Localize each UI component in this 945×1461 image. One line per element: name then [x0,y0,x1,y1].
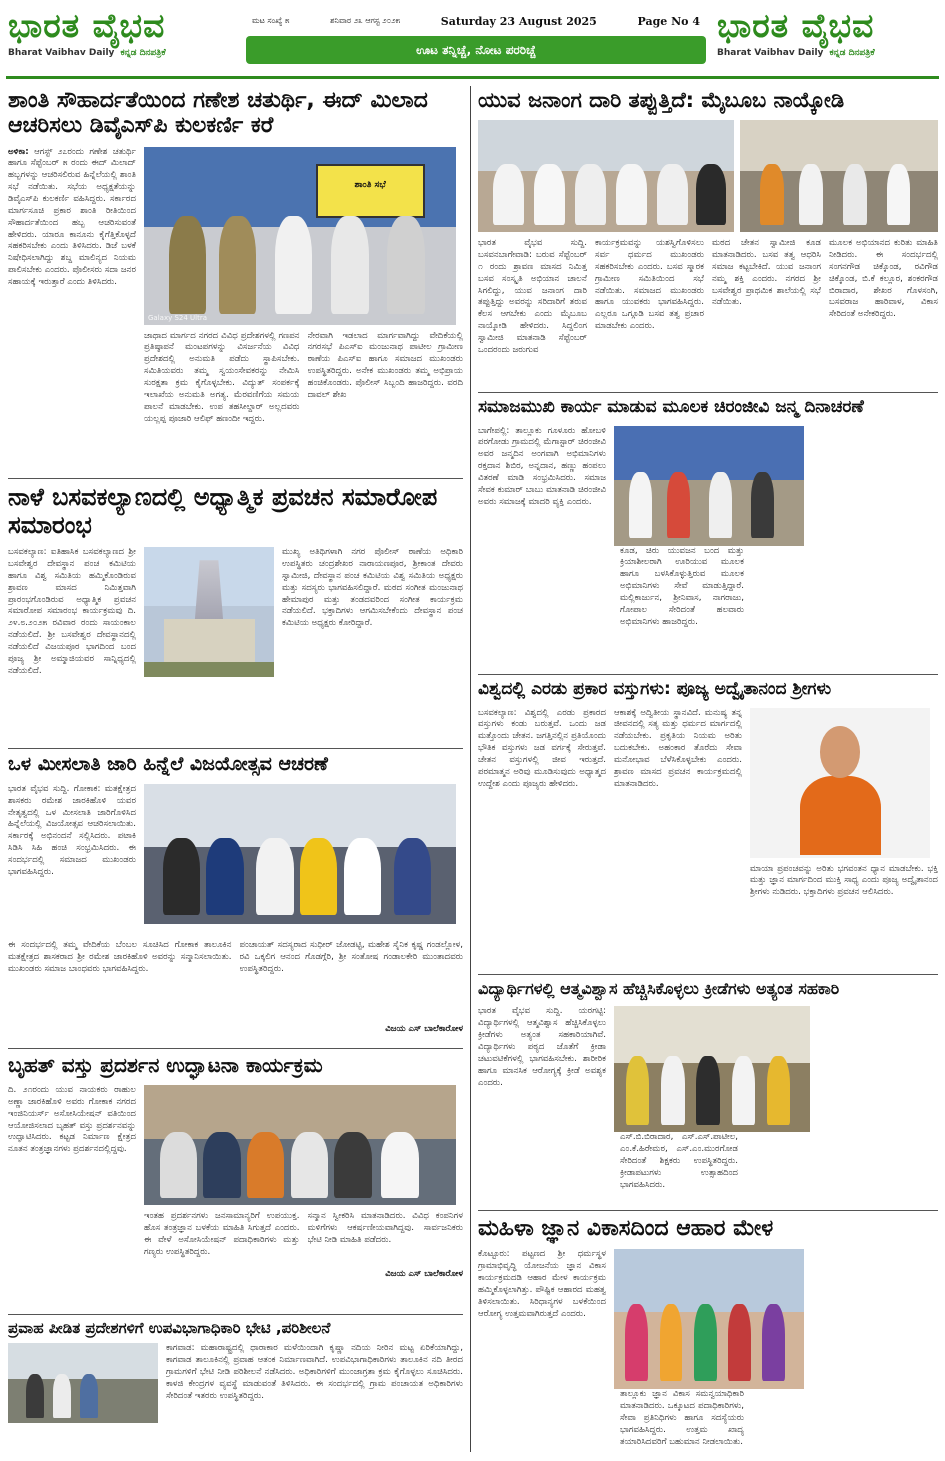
logo-text: ಭಾರತ ವೈಭವ [8,6,166,45]
photo-ganesha-meeting [144,147,456,325]
logo-right [717,6,937,68]
article-chiranjeevi [478,398,938,670]
body-ganesha-col2: ಜಾಥಾದ ಮಾರ್ಗದ ನಗರದ ವಿವಿಧ ಪ್ರದೇಶಗಳಲ್ಲಿ ಗಣಪನ ಪ್ರತಿಷ್ಠಾಪನೆ ಮಂಟಪಗಳನ್ನು ವಿಸರ್ಜನೆಯ ವಿವಿಧ ಪ್ರದೇಶದಲ್ಲಿ ಅನುಮತಿ ಪಡೆದು ಸ್ಥಾಪಿಸಬೇಕು. ಸಮಿತಿಯವರು ತಮ್ಮ ಸ್ವಯಂಸೇವಕರನ್ನು ನೇಮಿಸಿ ಸುರಕ್ಷತಾ ಕ್ರಮ ಕೈಗೊಳ್ಳಬೇಕು. ವಿದ್ಯುತ್ ಸಂಪರ್ಕಕ್ಕೆ ಇಲಾಖೆಯ ಅನುಮತಿ ಅಗತ್ಯ. ಮೆರವಣಿಗೆಯ ಸಮಯ ಪಾಲನೆ ಮಾಡಬೇಕು. ಉಪ ತಹಸೀಲ್ದಾರ್ ಅಲ್ಲದವರು ಯಲ್ಲಪ್ಪ ಪೂಜಾರಿ ಆಲಿಫ್ ಹಣಂದೀ ಇದ್ದರು. [144,330,300,424]
article-food-fair [478,1216,938,1454]
photo-victory-felicitation [144,784,456,924]
body-sports-col3: ಎಸ್.ಬಿ.ಬಿರಾದಾರ, ಎಸ್.ಎಸ್.ಪಾಟೀಲ, ಎಂ.ಕೆ.ಹಿರೇಮಠ, ಎಸ್.ಎಂ.ಮುರಗೋಡ ಸೇರಿದಂತೆ ಶಿಕ್ಷಕರು ಉಪಸ್ಥಿತರಿದ್ದರು. ಕ್ರೀಡಾಪಟುಗಳು ಉತ್ಸಾಹದಿಂದ ಭಾಗವಹಿಸಿದರು. [620,1132,738,1190]
page-number: Page No 4 [637,14,700,28]
headline-flood: ಪ್ರವಾಹ ಪೀಡಿತ ಪ್ರದೇಶಗಳಿಗೆ ಉಪವಿಭಾಗಾಧಿಕಾರಿ ಭೇಟಿ ,ಪರಿಶೀಲನೆ [8,1320,331,1337]
masthead-rule [6,76,939,79]
issue-number: ಮಟ ಸಂಖ್ಯೆ ೫ [252,16,290,25]
headline-food-fair: ಮಹಿಳಾ ಜ್ಞಾನ ವಿಕಾಸದಿಂದ ಆಹಾರ ಮೇಳ [478,1216,774,1241]
article-ganesha [8,88,463,478]
body-ganesha-col3: ನೇರವಾಗಿ ಇಡಲಾದ ಮಾರ್ಗವಾಗಿದ್ದು ವೇದಿಕೆಯಲ್ಲಿ ನಗರಸಭೆ ಪಿಎಸ್‌ಐ ಮಂಜುನಾಥ ಪಾಟೀಲ ಗ್ರಾಮೀಣ ಠಾಣೆಯ ಪಿಎಸ್‌ಐ ಹಾಗೂ ಸಮಾಜದ ಮುಖಂಡರು ಉಪಸ್ಥಿತರಿದ್ದರು. ಅನೇಕ ಮುಖಂಡರು ತಮ್ಮ ಅಭಿಪ್ರಾಯ ಹಂಚಿಕೊಂಡರು. ಪೊಲೀಸ್ ಸಿಬ್ಬಂದಿ ಹಾಜರಿದ್ದರು. ವರದಿ ದಾವಲ್ ಶೇಖ [307,330,463,400]
photo-sports-meet [614,1006,810,1132]
headline-basava: ನಾಳೆ ಬಸವಕಲ್ಯಾಣದಲ್ಲಿ ಅಧ್ಯಾತ್ಮಿಕ ಪ್ರವಚನ ಸಮಾರೋಪ ಸಮಾರಂಭ [8,484,438,539]
issue-info-row [246,10,706,32]
headline-youth: ಯುವ ಜನಾಂಗ ದಾರಿ ತಪ್ಪುತ್ತಿದೆ: ಮೈಬೂಬ ನಾಯ್ಕೋಡಿ [478,88,845,112]
section-divider [8,748,463,749]
body-exhibition-col2: ಇಂತಹ ಪ್ರದರ್ಶನಗಳು ಜನಸಾಮಾನ್ಯರಿಗೆ ಉಪಯುಕ್ತ. ಹೊಸ ತಂತ್ರಜ್ಞಾನ ಬಳಕೆಯ ಮಾಹಿತಿ ಸಿಗುತ್ತದೆ ಎಂದರು. ಈ ವೇಳೆ ಅಸೋಸಿಯೇಷನ್ ಪದಾಧಿಕಾರಿಗಳು ಮತ್ತು ಗಣ್ಯರು ಉಪಸ್ಥಿತರಿದ್ದರು. [144,1211,300,1257]
section-divider [8,478,463,479]
headline-sports: ವಿದ್ಯಾರ್ಥಿಗಳಲ್ಲಿ ಆತ್ಮವಿಶ್ವಾಸ ಹೆಚ್ಚಿಸಿಕೊಳ್ಳಲು ಕ್ರೀಡೆಗಳು ಅತ್ಯಂತ ಸಹಕಾರಿ [478,980,840,998]
body-two-things-col2: ಆಕಾಶಕ್ಕೆ ಅದ್ವಿತೀಯ ಸ್ಥಾನವಿದೆ. ಮನುಷ್ಯ ತನ್ನ ಜೀವನದಲ್ಲಿ ಸತ್ಯ ಮತ್ತು ಧರ್ಮದ ಮಾರ್ಗದಲ್ಲಿ ನಡೆಯಬೇಕು. ಪ್ರಕೃತಿಯ ನಿಯಮ ಅರಿತು ಬದುಕಬೇಕು. ಅಹಂಕಾರ ತೊರೆದು ಸೇವಾ ಮನೋಭಾವ ಬೆಳೆಸಿಕೊಳ್ಳಬೇಕು ಎಂದರು. ಶ್ರಾವಣ ಮಾಸದ ಪ್ರವಚನ ಕಾರ್ಯಕ್ರಮದಲ್ಲಿ ಮಾತನಾಡಿದರು. [614,707,742,789]
body-exhibition-col1: ದಿ. ೨೧ರಂದು ಯುವ ನಾಯಕರು ರಾಹುಲ ಅಣ್ಣಾ ಜಾರಕಿಹೊಳಿ ಅವರು ಗೋಕಾಕ ನಗರದ ಇಂಜಿನಿಯರ್ಸ್ ಅಸೋಸಿಯೇಷನ್ ವತಿಯಿಂದ ಆಯೋಜಿಸಲಾದ ಬೃಹತ್ ವಸ್ತು ಪ್ರದರ್ಶನವನ್ನು ಉದ್ಘಾಟಿಸಿದರು. ಕಟ್ಟಡ ನಿರ್ಮಾಣ ಕ್ಷೇತ್ರದ ನೂತನ ತಂತ್ರಜ್ಞಾನಗಳು ಪ್ರದರ್ಶನದಲ್ಲಿದ್ದವು. [8,1085,136,1155]
photo-youth-meeting [478,120,734,232]
body-youth-col2: ಕಾರ್ಯಕ್ರಮವನ್ನು ಯಶಸ್ವಿಗೊಳಿಸಲು ಸರ್ವ ಧರ್ಮದ ಮುಖಂಡರು ಸಹಕರಿಸಬೇಕು ಎಂದರು. ಬಸವ ಸ್ಮಾರಕ ಗ್ರಾಮೀಣ ಸಮಿತಿಯಿಂದ ಸಭೆ ನಡೆಯಿತು. ಸಮಾಜದ ಮುಖಂಡರು ಹಾಗೂ ಯುವಕರು ಭಾಗವಹಿಸಿದ್ದರು. ಎಲ್ಲರೂ ಒಗ್ಗೂಡಿ ಬಸವ ತತ್ವ ಪ್ರಚಾರ ಮಾಡಬೇಕು ಎಂದರು. [595,238,704,332]
photo-flood-visit [8,1343,158,1423]
photo-watermark: Galaxy S24 Ultra [148,313,208,322]
date-kannada: ಶನಿವಾರ ೨೩ ಆಗಸ್ಟ ೨೦೨೫ [330,16,401,25]
body-flood: ಕಾಗವಾಡ: ಮಹಾರಾಷ್ಟ್ರದಲ್ಲಿ ಧಾರಾಕಾರ ಮಳೆಯಿಂದಾಗಿ ಕೃಷ್ಣಾ ನದಿಯ ನೀರಿನ ಮಟ್ಟ ಏರಿಕೆಯಾಗಿದ್ದು, ಕಾಗವಾಡ ತಾಲೂಕಿನಲ್ಲಿ ಪ್ರವಾಹ ಆತಂಕ ನಿರ್ಮಾಣವಾಗಿದೆ. ಉಪವಿಭಾಗಾಧಿಕಾರಿಗಳು ತಾಲೂಕಿನ ನದಿ ತೀರದ ಗ್ರಾಮಗಳಿಗೆ ಭೇಟಿ ನೀಡಿ ಪರಿಶೀಲನೆ ನಡೆಸಿದರು. ಅಧಿಕಾರಿಗಳಿಗೆ ಮುಂಜಾಗ್ರತಾ ಕ್ರಮ ಕೈಗೊಳ್ಳಲು ಸೂಚಿಸಿದರು. ಕಾಳಜಿ ಕೇಂದ್ರಗಳ ವ್ಯವಸ್ಥೆ ಮಾಡುವಂತೆ ತಿಳಿಸಿದರು. ಈ ಸಂದರ್ಭದಲ್ಲಿ ಗ್ರಾಮ ಪಂಚಾಯತ ಅಧಿಕಾರಿಗಳು ಸೇರಿದಂತೆ ಇತರರು ಉಪಸ್ಥಿತರಿದ್ದರು. [166,1343,463,1401]
body-victory-col3: ಪಂಚಾಯತ್ ಸದಸ್ಯರಾದ ಸುಧೀರ್ ಜೋಡಟ್ಟಿ, ಮಹೇಶ ಸೈನಿಕ ಕೃಷ್ಣ ಗಂಡಲ್ಲೋಳ, ರವಿ ಒಕ್ಕಲಿಗ ಆನಂದ ಗೊಡಗ್ಗೆರಿ, ಶ್ರೀ ಸಂತೋಷ ಗಂಡಾಲಕೇರಿ ಮುಂತಾದವರು ಉಪಸ್ಥಿತರಿದ್ದರು. [239,939,463,974]
headline-two-things: ವಿಶ್ವದಲ್ಲಿ ಎರಡು ಪ್ರಕಾರ ವಸ್ತುಗಳು: ಪೂಜ್ಯ ಅದ್ವೈತಾನಂದ ಶ್ರೀಗಳು [478,680,832,699]
byline: ವಿಜಯ ಎಸ್ ಬಾಲೆಕಾರೋಳ [385,1023,463,1034]
body-youth-col4: ಮೂಲಕ ಅಭಿಯಾನದ ಕುರಿತು ಮಾಹಿತಿ ನೀಡಿದರು. ಈ ಸಂದರ್ಭದಲ್ಲಿ ಸಂಗನಗೌಡ ಚಿಕ್ಕೊಂಡ, ರವಿಗೌಡ ಚಿಕ್ಕೊಂಡ, ಬಿ.ಕೆ ಕಲ್ಲೂರ, ಶಂಕರಗೌಡ ಬಿರಾದಾರ, ಶೇಖರ ಗೊಳಸಂಗಿ, ಬಸವರಾಜ ಹಾರಿವಾಳ, ವಿಕಾಸ ಸೇರಿದಂತೆ ಅನೇಕರಿದ್ದರು. [829,238,938,320]
headline-ganesha: ಶಾಂತಿ ಸೌಹಾರ್ದತೆಯಿಂದ ಗಣೇಶ ಚತುರ್ಥಿ, ಈದ್ ಮಿಲಾದ ಆಚರಿಸಲು ಡಿವೈಎಸ್‌ಪಿ ಕುಲಕರ್ಣಿ ಕರೆ [8,88,428,139]
headline-chiranjeevi: ಸಮಾಜಮುಖಿ ಕಾರ್ಯ ಮಾಡುವ ಮೂಲಕ ಚಿರಂಜೀವಿ ಜನ್ಮ ದಿನಾಚರಣೆ [478,398,864,417]
body-youth-col3: ಮಠದ ಚೇತನ ಸ್ವಾಮೀಜಿ ಕೂಡ ಮಾತನಾಡಿದರು. ಬಸವ ತತ್ವ ಆಧರಿಸಿ ಸಮಾಜ ಕಟ್ಟಬೇಕಿದೆ. ಯುವ ಜನಾಂಗ ನಮ್ಮ ಶಕ್ತಿ ಎಂದರು. ನಗರದ ಶ್ರೀ ಬಸವೇಶ್ವರ ಪ್ರಾಥಮಿಕ ಶಾಲೆಯಲ್ಲಿ ಸಭೆ ನಡೆಯಿತು. [712,238,821,308]
logo-sub-kn: ಕನ್ನಡ ದಿನಪತ್ರಿಕೆ [120,48,166,58]
logo-sub-en: Bharat Vaibhav Daily [717,48,824,58]
article-basava [8,484,463,746]
tagline-band: ಊಟ ತನ್ನಿಚ್ಚೆ, ನೋಟ ಪರರಿಚ್ಚೆ [246,36,706,64]
headline-victory: ಒಳ ಮೀಸಲಾತಿ ಜಾರಿ ಹಿನ್ನೆಲೆ ವಿಜಯೋತ್ಸವ ಆಚರಣೆ [8,754,328,775]
logo-subtitle [717,48,937,58]
photo-swamiji-portrait [750,708,930,858]
section-divider [478,974,938,975]
article-flood [8,1320,463,1454]
masthead [0,0,945,72]
body-two-things-col1: ಬಸವಕಲ್ಯಾಣ: ವಿಶ್ವದಲ್ಲಿ ಎರಡು ಪ್ರಕಾರದ ವಸ್ತುಗಳು ಕಂಡು ಬರುತ್ತವೆ. ಒಂದು ಜಡ ಮತ್ತೊಂದು ಚೇತನ. ಜಗತ್ತಿನಲ್ಲಿನ ಪ್ರತಿಯೊಂದು ಭೌತಿಕ ವಸ್ತುಗಳು ಜಡ ವರ್ಗಕ್ಕೆ ಸೇರುತ್ತವೆ. ಚೇತನ ವಸ್ತುಗಳಲ್ಲಿ ಜೀವ ಇರುತ್ತದೆ. ಪರಮಾತ್ಮನ ಅರಿವು ಮೂಡಿಸುವುದು ಅಧ್ಯಾತ್ಮದ ಉದ್ದೇಶ ಎಂದು ಪೂಜ್ಯರು ಹೇಳಿದರು. [478,707,606,789]
body-chiranjeevi-col3: ಕೂಡ, ಚಿರು ಯುವಜನ ಬಂದ ಮತ್ತು ಕ್ರಿಯಾಶೀಲರಾಗಿ ಊರಿಯುವ ಮೂಲಕ ಹಾಗೂ ಬಳಸಿಕೊಳ್ಳುತ್ತಿರುವ ಮೂಲಕ ಅಭಿಮಾನಿಗಳು ಸೇವೆ ಮಾಡುತ್ತಿದ್ದಾರೆ. ಮಲ್ಲಿಕಾರ್ಜುನ, ಶ್ರೀನಿವಾಸ, ನಾಗರಾಜು, ಗೋಪಾಲ ಸೇರಿದಂತೆ ಹಲವಾರು ಅಭಿಮಾನಿಗಳು ಹಾಜರಿದ್ದರು. [620,545,744,627]
photo-exhibition-inauguration [144,1085,456,1205]
body-basava-col1: ಬಸವಕಲ್ಯಾಣ: ಐತಿಹಾಸಿಕ ಬಸವಕಲ್ಯಾಣದ ಶ್ರೀ ಬಸವೇಶ್ವರ ದೇವಸ್ಥಾನ ಪಂಚ ಕಮಿಟಿಯ ಹಾಗೂ ವಿಶ್ವ ಸಮಿತಿಯ ಹಮ್ಮಿಕೊಂಡಿರುವ ಶ್ರಾವಣ ಮಾಸದ ನಿಮಿತ್ತವಾಗಿ ಪ್ರಾರಂಭಗೊಂಡಿರುವ ಅಧ್ಯಾತ್ಮಿಕ ಪ್ರವಚನ ಸಮಾರೋಪ ಸಮಾರಂಭ ಕಾರ್ಯಕ್ರಮವು ದಿ. ೨೪.೮.೨೦೨೫ ರವಿವಾರ ರಂದು ಸಾಯಂಕಾಲ ನಡೆಯಲಿದೆ. ಶ್ರೀ ಬಸವೇಶ್ವರ ದೇವಸ್ಥಾನದಲ್ಲಿ ನಡೆಯಲಿದೆ ವಿಜಯಪೂರ ಭಾಗದಿಂದ ಬಂದ ಪೂಜ್ಯ ಶ್ರೀ ಅಮ್ಮಾಜಿಯವರ ಸಾನ್ನಿಧ್ಯದಲ್ಲಿ ನಡೆಯಲಿದೆ. [8,547,136,676]
body-two-things-col3: ಮಾಯಾ ಪ್ರಪಂಚವನ್ನು ಅರಿತು ಭಗವಂತನ ಧ್ಯಾನ ಮಾಡಬೇಕು. ಭಕ್ತಿ ಮತ್ತು ಜ್ಞಾನ ಮಾರ್ಗದಿಂದ ಮುಕ್ತಿ ಸಾಧ್ಯ ಎಂದು ಪೂಜ್ಯ ಅದ್ವೈತಾನಂದ ಶ್ರೀಗಳು ನುಡಿದರು. ಭಕ್ತಾದಿಗಳು ಪ್ರವಚನ ಆಲಿಸಿದರು. [750,863,938,898]
body-youth-col1: ಭಾರತ ವೈಭವ ಸುದ್ದಿ. ಬಸವನಬಾಗೇವಾಡಿ: ಬರುವ ಸೆಪ್ಟೆಂಬರ್ ೧ ರಂದು ಶ್ರಾವಣ ಮಾಸದ ನಿಮಿತ್ತ ಬಸವ ಸಂಸ್ಕೃತಿ ಅಭಿಯಾನ ಚಾಲನೆ ಸಿಗಲಿದ್ದು, ಯುವ ಜನಾಂಗ ದಾರಿ ತಪ್ಪುತ್ತಿದ್ದು ಅವರನ್ನು ಸರಿದಾರಿಗೆ ತರುವ ಕೆಲಸ ಆಗಬೇಕು ಎಂದು ಮೈಬೂಬ ನಾಯ್ಕೋಡಿ ಹೇಳಿದರು. ಸಿದ್ದಲಿಂಗ ಸ್ವಾಮೀಜಿ ಮಾತನಾಡಿ ಸೆಪ್ಟೆಂಬರ್ ಒಂದರಂದು ಜರುಗುವ [478,238,587,355]
section-divider [8,1314,463,1315]
section-divider [8,1048,463,1049]
logo-subtitle [8,48,228,58]
banner-text: ಶಾಂತಿ ಸಭೆ [354,180,386,191]
article-youth [478,88,938,388]
photo-youth-swamiji [740,120,938,232]
masthead-center [246,10,706,68]
article-sports [478,980,938,1206]
body-food-fair-col1: ಕೊಟ್ಟೂರು: ಪಟ್ಟಣದ ಶ್ರೀ ಧರ್ಮಸ್ಥಳ ಗ್ರಾಮಾಭಿವೃದ್ಧಿ ಯೋಜನೆಯ ಜ್ಞಾನ ವಿಕಾಸ ಕಾರ್ಯಕ್ರಮದಡಿ ಆಹಾರ ಮೇಳ ಕಾರ್ಯಕ್ರಮ ಹಮ್ಮಿಕೊಳ್ಳಲಾಗಿತ್ತು. ಪೌಷ್ಟಿಕ ಆಹಾರದ ಮಹತ್ವ ತಿಳಿಸಲಾಯಿತು. ಸಿರಿಧಾನ್ಯಗಳ ಬಳಕೆಯಿಂದ ಆರೋಗ್ಯ ಉತ್ತಮವಾಗಿರುತ್ತದೆ ಎಂದರು. [478,1249,606,1319]
logo-sub-en: Bharat Vaibhav Daily [8,48,115,58]
body-victory-col1: ಭಾರತ ವೈಭವ ಸುದ್ದಿ. ಗೋಕಾಕ: ಮತಕ್ಷೇತ್ರದ ಶಾಸಕರು ರಮೇಶ ಜಾರಕಿಹೊಳಿ ಯವರ ನೇತೃತ್ವದಲ್ಲಿ ಒಳ ಮೀಸಲಾತಿ ಜಾರಿಗೊಳಿಸಿದ ಹಿನ್ನೆಲೆಯಲ್ಲಿ ವಿಜಯೋತ್ಸವ ಆಚರಿಸಲಾಯಿತು. ಸರ್ಕಾರಕ್ಕೆ ಅಭಿನಂದನೆ ಸಲ್ಲಿಸಿದರು. ಪಟಾಕಿ ಸಿಡಿಸಿ ಸಿಹಿ ಹಂಚಿ ಸಂಭ್ರಮಿಸಿದರು. ಈ ಸಂದರ್ಭದಲ್ಲಿ ಸಮಾಜದ ಮುಖಂಡರು ಭಾಗವಹಿಸಿದ್ದರು. [8,783,136,877]
body-ganesha-col1 [8,147,136,437]
section-divider [478,1210,938,1211]
article-two-things [478,680,938,970]
body-sports-col1: ಭಾರತ ವೈಭವ ಸುದ್ದಿ. ಯರಗಟ್ಟಿ: ವಿದ್ಯಾರ್ಥಿಗಳಲ್ಲಿ ಆತ್ಮವಿಶ್ವಾಸ ಹೆಚ್ಚಿಸಿಕೊಳ್ಳಲು ಕ್ರೀಡೆಗಳು ಅತ್ಯಂತ ಸಹಕಾರಿಯಾಗಿವೆ. ವಿದ್ಯಾರ್ಥಿಗಳು ಪಠ್ಯದ ಜೊತೆಗೆ ಕ್ರೀಡಾ ಚಟುವಟಿಕೆಗಳಲ್ಲಿ ಭಾಗವಹಿಸಬೇಕು. ಶಾರೀರಿಕ ಹಾಗೂ ಮಾನಸಿಕ ಆರೋಗ್ಯಕ್ಕೆ ಕ್ರೀಡೆ ಅವಶ್ಯಕ ಎಂದರು. [478,1006,606,1088]
section-divider [478,392,938,393]
date-english: Saturday 23 August 2025 [440,14,597,28]
logo-left [8,6,228,68]
article-exhibition [8,1054,463,1304]
article-victory [8,754,463,1044]
dateline: ಅಳಿಕಾ: [8,146,29,157]
logo-text: ಭಾರತ ವೈಭವ [717,6,875,45]
photo-food-fair [614,1249,804,1389]
logo-sub-kn: ಕನ್ನಡ ದಿನಪತ್ರಿಕೆ [829,48,875,58]
body-text: ಆಗಸ್ಟ್ ೨೭ರಂದು ಗಣೇಶ ಚತುರ್ಥಿ ಹಾಗೂ ಸೆಪ್ಟೆಂಬರ್ ೫ ರಂದು ಈದ್ ಮಿಲಾದ್ ಹಬ್ಬಗಳನ್ನು ಆಚರಿಸಲಿರುವ ಹಿನ್ನೆಲೆಯಲ್ಲಿ ಶಾಂತಿ ಸಭೆ ನಡೆಯಿತು. ಸಭೆಯ ಅಧ್ಯಕ್ಷತೆಯನ್ನು ಡಿವೈಎಸ್‌ಪಿ ಕುಲಕರ್ಣಿ ವಹಿಸಿದ್ದರು. ಸರ್ಕಾರದ ಮಾರ್ಗಸೂಚಿ ಪ್ರಕಾರ ಶಾಂತಿ ರೀತಿಯಿಂದ ಸೌಹಾರ್ದತೆಯಿಂದ ಹಬ್ಬ ಆಚರಿಸುವಂತೆ ಹೇಳಿದರು. ಯಾರೂ ಕಾನೂನು ಕೈಗೆತ್ತಿಕೊಳ್ಳದೆ ಸಹಕರಿಸಬೇಕು ಎಂದು ತಿಳಿಸಿದರು. ಡಿಜೆ ಬಳಕೆ ನಿಷೇಧಿಸಲಾಗಿದ್ದು ಶಬ್ದ ಮಾಲಿನ್ಯದ ನಿಯಮ ಪಾಲಿಸಬೇಕು ಎಂದರು. ಪೊಲೀಸರು ಸದಾ ಜನರ ಸಹಾಯಕ್ಕೆ ಇರುತ್ತಾರೆ ಎಂದು ತಿಳಿಸಿದರು. [8,146,136,288]
photo-temple [144,547,274,677]
body-basava-col2: ಮುಖ್ಯ ಅತಿಥಿಗಳಾಗಿ ನಗರ ಪೊಲೀಸ್ ಠಾಣೆಯ ಅಧಿಕಾರಿ ಉಪಸ್ಥಿತರು ಚಂದ್ರಶೇಖರ ನಾರಾಯಣಪೂರ, ಶ್ರೀಕಾಂತ ದೇವರು ಸ್ವಾಮೀಜಿ, ದೇವಸ್ಥಾನ ಪಂಚ ಕಮಿಟಿಯ ವಿಶ್ವ ಸಮಿತಿಯ ಅಧ್ಯಕ್ಷರು ಮತ್ತು ಸದಸ್ಯರು ಭಾಗವಹಿಸಲಿದ್ದಾರೆ. ಮಠದ ಸಂಗೀತ ಮಂಜುನಾಥ ಹೇಮಾಪುರ ಮತ್ತು ತಂಡದವರಿಂದ ಸಂಗೀತ ಕಾರ್ಯಕ್ರಮ ನಡೆಯಲಿದೆ. ಭಕ್ತಾದಿಗಳು ಆಗಮಿಸಬೇಕೆಂದು ದೇವಸ್ಥಾನ ಪಂಚ ಕಮಿಟಿಯ ಅಧ್ಯಕ್ಷರು ಕೋರಿದ್ದಾರೆ. [282,547,463,629]
body-chiranjeevi-col1: ಬಾಗೇಪಲ್ಲಿ: ತಾಲ್ಲೂಕು ಗೂಳೂರು ಹೋಬಳಿ ಪರಗೋಡು ಗ್ರಾಮದಲ್ಲಿ ಮೆಗಾಸ್ಟಾರ್ ಚಿರಂಜೀವಿ ಅವರ ಜನ್ಮದಿನ ಅಂಗವಾಗಿ ಅಭಿಮಾನಿಗಳು ರಕ್ತದಾನ ಶಿಬಿರ, ಅನ್ನದಾನ, ಹಣ್ಣು ಹಂಪಲು ವಿತರಣೆ ಮಾಡಿ ಸಂಭ್ರಮಿಸಿದರು. ಸಮಾಜ ಸೇವಕ ಕುಮಾರ್ ಬಾಬು ಮಾತನಾಡಿ ಚಿರಂಜೀವಿ ಅವರು ಸಮಾಜಕ್ಕೆ ಮಾದರಿ ವ್ಯಕ್ತಿ ಎಂದರು. [478,425,606,507]
headline-exhibition: ಬೃಹತ್ ವಸ್ತು ಪ್ರದರ್ಶನ ಉದ್ಘಾಟನಾ ಕಾರ್ಯಕ್ರಮ [8,1054,323,1077]
section-divider [478,674,938,675]
body-food-fair-col3: ತಾಲ್ಲೂಕು ಜ್ಞಾನ ವಿಕಾಸ ಸಮನ್ವಯಾಧಿಕಾರಿ ಮಾತನಾಡಿದರು. ಒಕ್ಕೂಟದ ಪದಾಧಿಕಾರಿಗಳು, ಸೇವಾ ಪ್ರತಿನಿಧಿಗಳು ಹಾಗೂ ಸದಸ್ಯೆಯರು ಭಾಗವಹಿಸಿದ್ದರು. ಉತ್ತಮ ಖಾದ್ಯ ತಯಾರಿಸಿದವರಿಗೆ ಬಹುಮಾನ ನೀಡಲಾಯಿತು. [620,1389,744,1447]
photo-chiranjeevi-event [614,426,804,546]
column-divider [470,86,471,1452]
byline: ವಿಜಯ ಎಸ್ ಬಾಲೆಕಾರೋಳ [385,1269,463,1279]
body-victory-col2: ಈ ಸಂದರ್ಭದಲ್ಲಿ ತಮ್ಮ ವೇದಿಕೆಯ ಬೆಂಬಲ ಸೂಚಿಸಿದ ಗೋಕಾಕ ತಾಲೂಕಿನ ಮತಕ್ಷೇತ್ರದ ಶಾಸಕರಾದ ಶ್ರೀ ರಮೇಶ ಜಾರಕಿಹೊಳಿ ಅವರನ್ನು ಸನ್ಮಾನಿಸಲಾಯಿತು. ಮುಖಂಡರು ಸಮಾಜ ಬಾಂಧವರು ಭಾಗವಹಿಸಿದ್ದರು. [8,939,232,974]
body-exhibition-col3: ಸನ್ಮಾನ ಸ್ವೀಕರಿಸಿ ಮಾತನಾಡಿದರು. ವಿವಿಧ ಕಂಪನಿಗಳ ಮಳಿಗೆಗಳು ಆಕರ್ಷಣೀಯವಾಗಿದ್ದವು. ಸಾರ್ವಜನಿಕರು ಭೇಟಿ ನೀಡಿ ಮಾಹಿತಿ ಪಡೆದರು. [307,1211,463,1245]
